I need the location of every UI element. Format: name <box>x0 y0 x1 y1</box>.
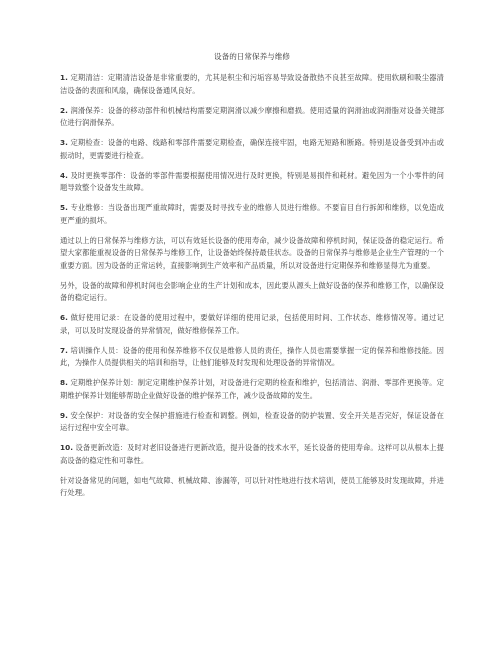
paragraph-additional <box>60 280 444 305</box>
paragraph-text: 设备更新改造：及时对老旧设备进行更新改造，提升设备的技术水平，延长设备的使用寿命。这样可以从根本上提高设备的稳定性和可靠性。 <box>60 443 445 465</box>
paragraph-2 <box>60 105 444 130</box>
paragraph-7 <box>60 345 444 370</box>
paragraph-number: 5. <box>60 203 68 212</box>
paragraph-text: 定期检查：设备的电路、线路和零部件需要定期检查，确保连接牢固，电路无短路和断路。特别是设备受到冲击或振动时，更需要进行检查。 <box>60 138 444 160</box>
paragraph-text: 专业维修：当设备出现严重故障时，需要及时寻找专业的维修人员进行维修。不要盲目自行拆卸和维修，以免造成更严重的损坏。 <box>60 203 444 225</box>
paragraph-number: 8. <box>60 378 68 387</box>
paragraph-text: 安全保护：对设备的安全保护措施进行检查和调整。例如，检查设备的防护装置、安全开关是否完好，保证设备在运行过程中安全可靠。 <box>60 410 444 432</box>
paragraph-8 <box>60 377 444 402</box>
paragraph-5 <box>60 202 444 227</box>
paragraph-number: 2. <box>60 105 68 115</box>
paragraph-number: 9. <box>60 410 68 420</box>
paragraph-4 <box>60 170 444 195</box>
paragraph-number: 1. <box>60 73 68 82</box>
paragraph-1 <box>60 72 444 97</box>
paragraph-number: 6. <box>60 313 68 322</box>
paragraph-10 <box>60 442 444 467</box>
paragraph-text: 做好使用记录：在设备的使用过程中，要做好详细的使用记录，包括使用时间、工作状态、维修情况等。通过记录，可以及时发现设备的异常情况，做好维修保养工作。 <box>60 313 444 335</box>
paragraph-3 <box>60 137 444 162</box>
paragraph-text: 定期清洁：定期清洁设备是非常重要的，尤其是积尘和污垢容易导致设备散热不良甚至故障。使用软刷和吸尘器清洁设备的表面和风扇，确保设备通风良好。 <box>60 73 444 95</box>
paragraph-text: 培训操作人员：设备的使用和保养维修不仅仅是维修人员的责任，操作人员也需要掌握一定的保养和维修技能。因此，为操作人员提供相关的培训和指导，让他们能够及时发现和处理设备的异常情况。 <box>60 345 444 367</box>
paragraph-text: 润滑保养：设备的移动部件和机械结构需要定期润滑以减少摩擦和磨损。使用适量的润滑油或润滑脂对设备关键部位进行润滑保养。 <box>60 105 444 127</box>
paragraph-number: 10. <box>60 443 74 452</box>
paragraph-text: 针对设备常见的问题，如电气故障、机械故障、渗漏等，可以针对性地进行技术培训，使员工能够及时发现故障，并进行处理。 <box>60 475 444 497</box>
paragraph-number: 7. <box>60 345 68 355</box>
paragraph-closing <box>60 475 444 500</box>
paragraph-text: 及时更换零部件：设备的零部件需要根据使用情况进行及时更换，特别是易损件和耗材。避免因为一个小零件的问题导致整个设备发生故障。 <box>60 170 444 192</box>
paragraph-6 <box>60 312 444 337</box>
paragraph-text: 通过以上的日常保养与维修方法，可以有效延长设备的使用寿命，减少设备故障和停机时间，保证设备的稳定运行。希望大家都能重视设备的日常保养与维修工作，让设备始终保持最佳状态。设备的日常保养与维修是企业生产管理的一个重要方面。因为设备的正常运转，直接影响到生产效率和产品质量，所以对设备进行定期保养和维修显得尤为重要。 <box>60 235 444 270</box>
paragraph-text: 另外，设备的故障和停机时间也会影响企业的生产计划和成本，因此要从源头上做好设备的保养和维修工作，以确保设备的稳定运行。 <box>60 280 444 302</box>
paragraph-9 <box>60 410 444 435</box>
paragraph-number: 4. <box>60 170 68 180</box>
paragraph-text: 定期维护保养计划：制定定期维护保养计划，对设备进行定期的检查和维护，包括清洁、润滑、零部件更换等。定期维护保养计划能够帮助企业做好设备的维护保养工作，减少设备故障的发生。 <box>60 378 444 400</box>
document-title: 设备的日常保养与维修 <box>214 52 290 61</box>
paragraph-summary <box>60 235 444 273</box>
paragraph-number: 3. <box>60 138 68 147</box>
